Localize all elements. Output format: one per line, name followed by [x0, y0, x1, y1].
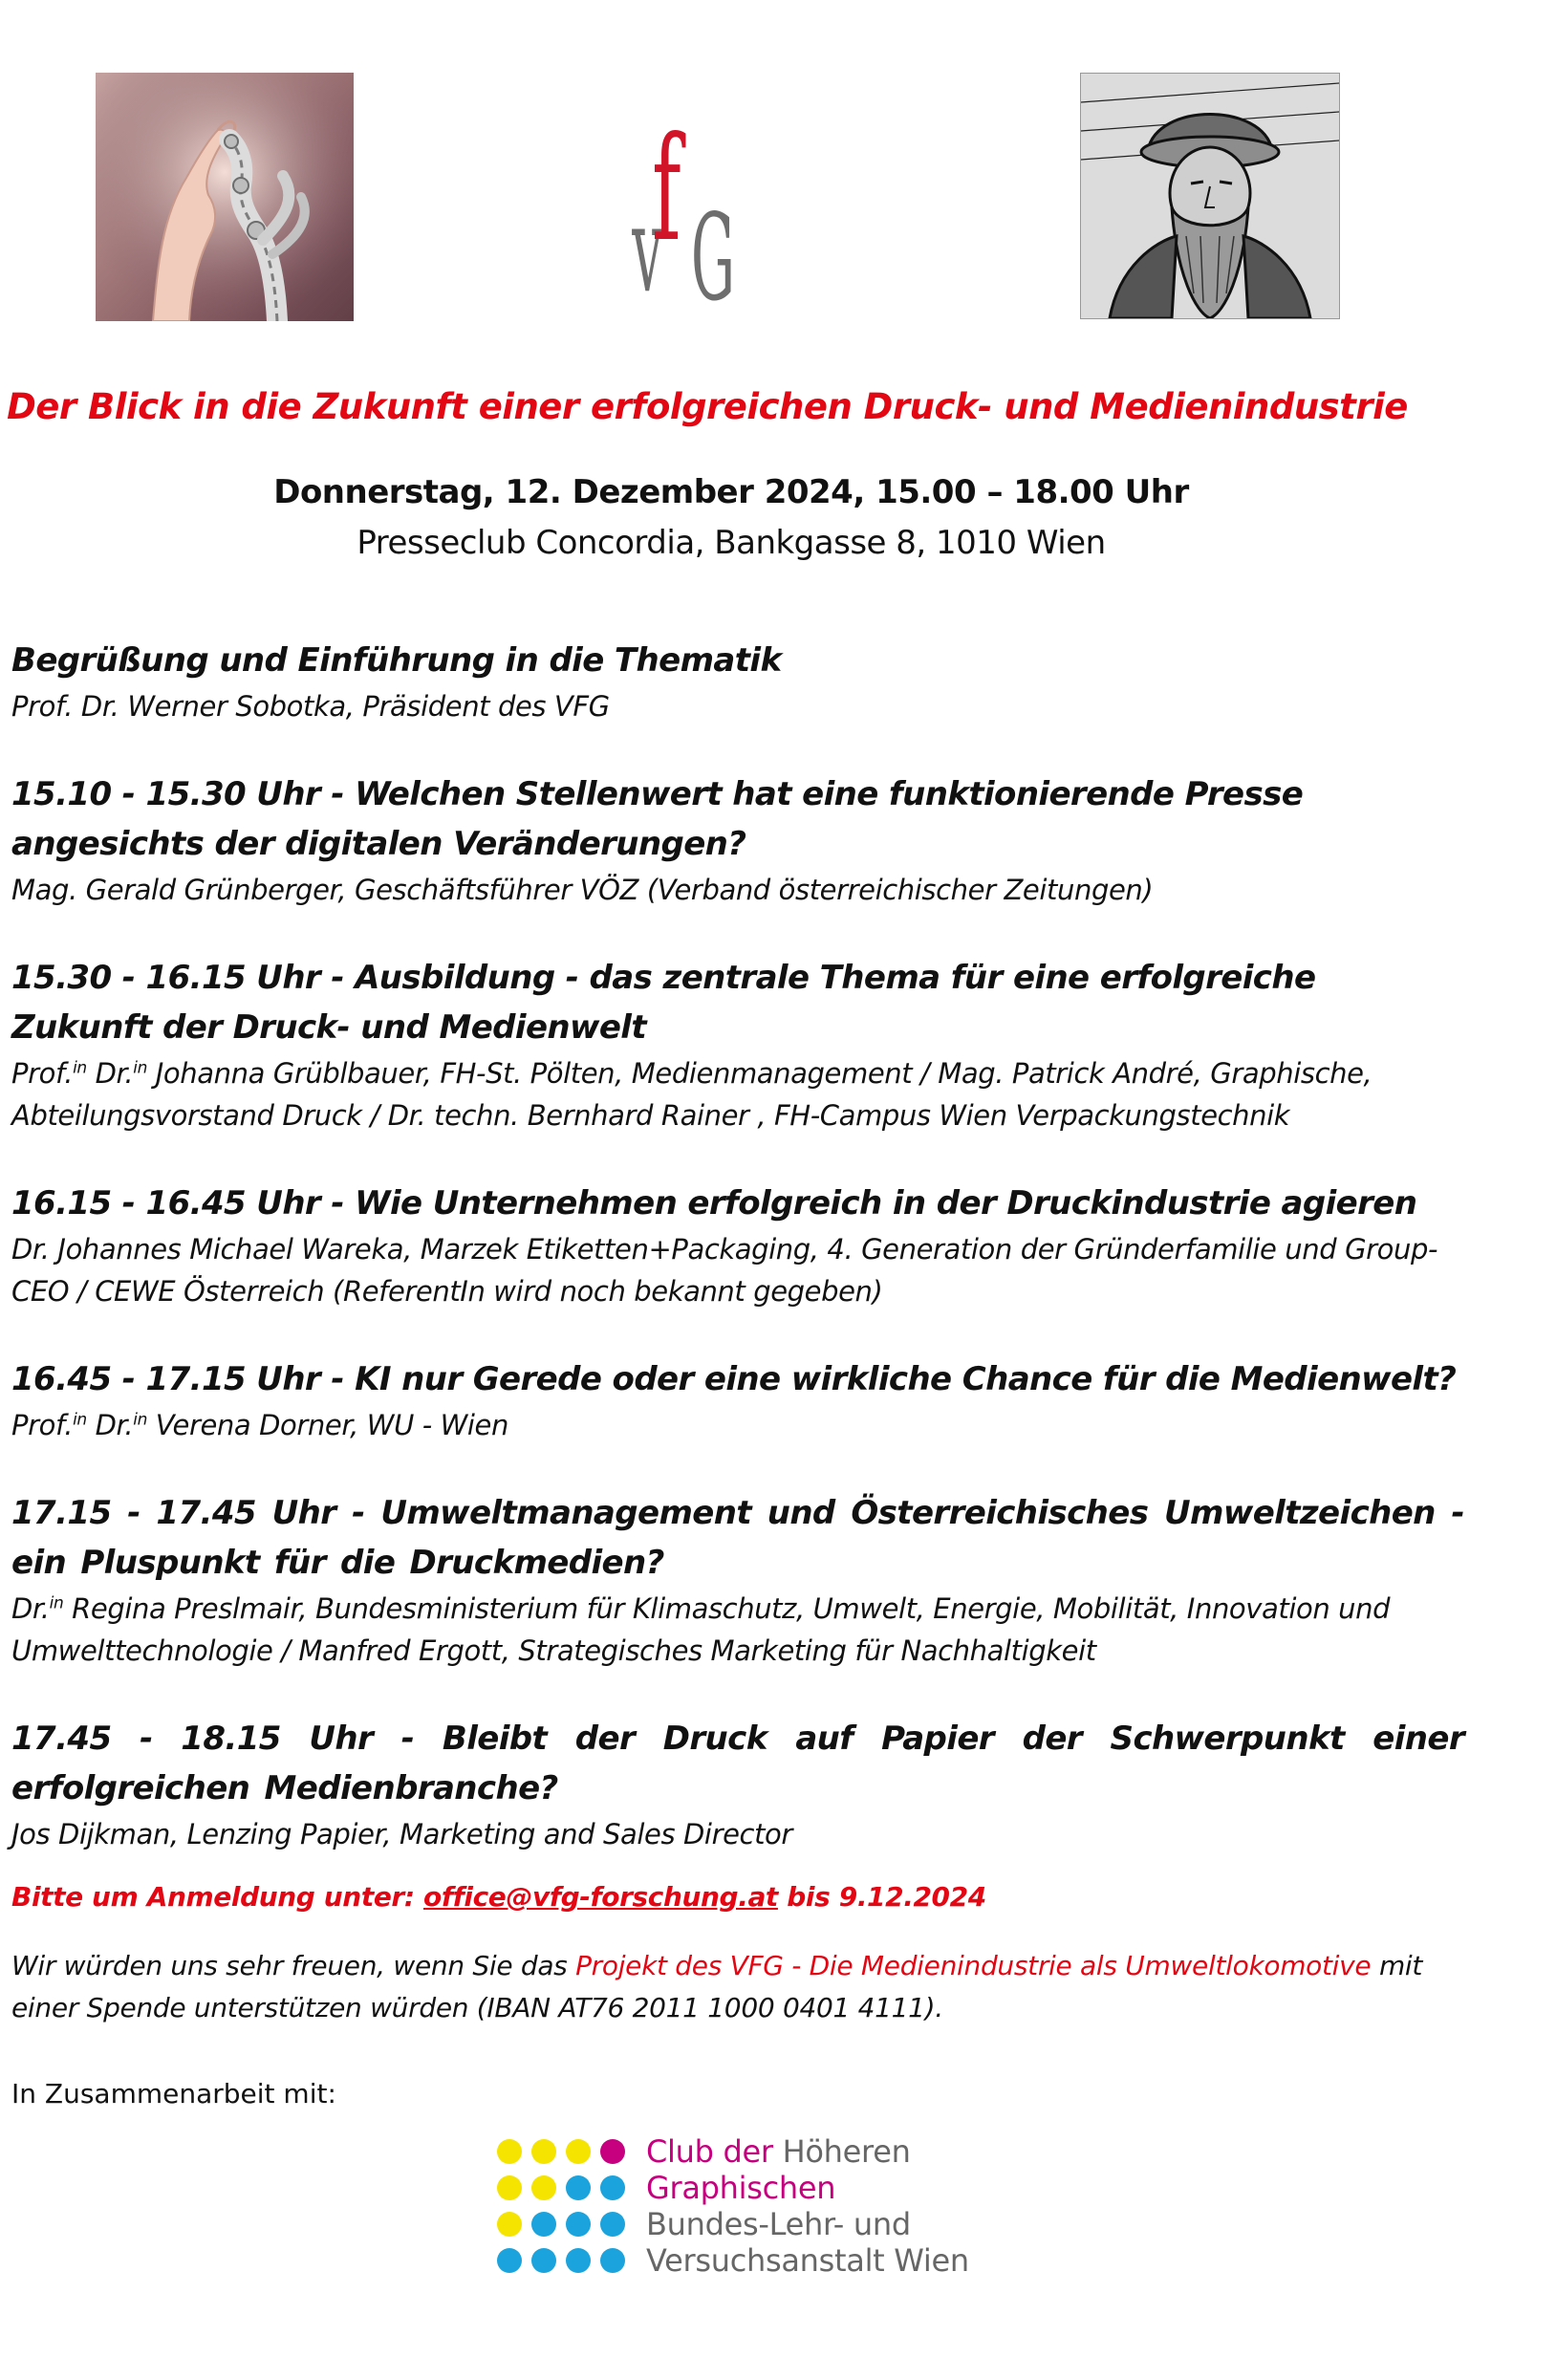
cooperation-label: In Zusammenarbeit mit: [11, 2078, 336, 2110]
logo-dot [531, 2212, 556, 2237]
logo-dot [600, 2248, 625, 2273]
program-item [11, 953, 1464, 1136]
logo-dot [531, 2248, 556, 2273]
project-name: Projekt des VFG - Die Medienindustrie als Umweltlokomotive [575, 1950, 1372, 1981]
program-item-title: 17.15 - 17.45 Uhr - Umweltmanagement und Österreichisches Umweltzeichen - ein Pluspunkt für die Druckmedien? [11, 1494, 1464, 1582]
program-item-title: 17.45 - 18.15 Uhr - Bleibt der Druck auf Papier der Schwerpunkt einer erfolgreichen Medienbranche? [11, 1720, 1464, 1807]
logo-dot [497, 2248, 522, 2273]
registration-line [11, 1881, 986, 1913]
logo-dot [531, 2175, 556, 2200]
logo-dot [566, 2212, 591, 2237]
logo-dot [566, 2248, 591, 2273]
partner-name-line3: Bundes-Lehr- und [646, 2206, 911, 2242]
registration-deadline: bis 9.12.2024 [787, 1881, 986, 1913]
partner-name-line2: Graphischen [646, 2170, 836, 2206]
program-item [11, 1179, 1464, 1312]
partner-name-line1b: Höheren [772, 2133, 911, 2170]
logo-dot [566, 2139, 591, 2164]
program-item [11, 636, 1464, 727]
logo-dot [531, 2139, 556, 2164]
svg-text:v: v [632, 180, 663, 317]
program-item-title: Begrüßung und Einführung in die Thematik [11, 641, 782, 680]
vfg-logo [631, 69, 774, 317]
svg-text:f: f [652, 106, 681, 273]
logo-dot [497, 2139, 522, 2164]
registration-email-link[interactable]: office@vfg-forschung.at [422, 1881, 778, 1913]
registration-prefix: Bitte um Anmeldung unter: [11, 1881, 415, 1913]
program-list [11, 636, 1464, 1897]
donation-note-text: Wir würden uns sehr freuen, wenn Sie das [11, 1950, 576, 1981]
svg-text:G: G [691, 187, 736, 317]
logo-dot [566, 2175, 591, 2200]
logo-dot [600, 2175, 625, 2200]
partner-logo-text [646, 2133, 969, 2279]
event-venue: Presseclub Concordia, Bankgasse 8, 1010 Wien [357, 524, 1106, 562]
partner-name-line1a: Club der [646, 2133, 773, 2170]
title-superscript: in [133, 1058, 147, 1078]
program-item [11, 1714, 1464, 1855]
title-superscript: in [49, 1593, 64, 1613]
title-superscript: in [73, 1410, 87, 1430]
program-item [11, 769, 1464, 911]
program-item-title: 16.45 - 17.15 Uhr - KI nur Gerede oder eine wirkliche Chance für die Medienwelt? [11, 1360, 1457, 1398]
donation-note [11, 1945, 1464, 2029]
program-item-speakers: Prof. Dr. Werner Sobotka, Präsident des VFG [11, 690, 610, 723]
program-item-speakers: Jos Dijkman, Lenzing Papier, Marketing and Sales Director [11, 1818, 792, 1850]
partner-logo [497, 2133, 1013, 2302]
title-superscript: in [73, 1058, 87, 1078]
logo-dot [497, 2175, 522, 2200]
donation-note-text-end: mit einer Spende unterstützen würden (IBAN AT76 2011 1000 0401 4111). [11, 1950, 1423, 2023]
program-item-title: 15.10 - 15.30 Uhr - Welchen Stellenwert hat eine funktionierende Presse angesichts der digitalen Veränderungen? [11, 775, 1304, 863]
logo-dot [600, 2212, 625, 2237]
program-item-speakers: Dr. Johannes Michael Wareka, Marzek Etiketten+Packaging, 4. Generation der Gründerfamilie und Group-CEO / CEWE Österreich (ReferentIn wird noch bekannt gegeben) [11, 1233, 1438, 1308]
program-item-speakers: Prof.$^{in}$ Dr.$^{in}$ Verena Dorner, WU - Wien [11, 1409, 508, 1441]
logo-dot [497, 2212, 522, 2237]
program-item [11, 1354, 1464, 1446]
program-item-speakers: Prof.$^{in}$ Dr.$^{in}$ Johanna Grüblbauer, FH-St. Pölten, Medienmanagement / Mag. Patrick André, Graphische, Abteilungsvorstand Druck / Dr. techn. Bernhard Rainer , FH-Campus Wien Verpackungstechnik [11, 1057, 1372, 1132]
program-item [11, 1488, 1464, 1672]
event-title: Der Blick in die Zukunft einer erfolgreichen Druck- und Medienindustrie [7, 386, 1408, 427]
hand-robot-heart-image [96, 73, 354, 321]
program-item-speakers: Dr.$^{in}$ Regina Preslmair, Bundesministerium für Klimaschutz, Umwelt, Energie, Mobilität, Innovation und Umwelttechnologie / Manfred Ergott, Strategisches Marketing für Nachhaltigkeit [11, 1592, 1391, 1667]
partner-name-line4: Versuchsanstalt Wien [646, 2242, 969, 2279]
program-item-title: 16.15 - 16.45 Uhr - Wie Unternehmen erfolgreich in der Druckindustrie agieren [11, 1184, 1417, 1222]
logo-dot [600, 2139, 625, 2164]
program-item-title: 15.30 - 16.15 Uhr - Ausbildung - das zentrale Thema für eine erfolgreiche Zukunft der Druck- und Medienwelt [11, 959, 1316, 1047]
program-item-speakers: Mag. Gerald Grünberger, Geschäftsführer VÖZ (Verband österreichischer Zeitungen) [11, 874, 1154, 906]
title-superscript: in [133, 1410, 147, 1430]
gutenberg-portrait-image [1080, 73, 1340, 319]
event-date: Donnerstag, 12. Dezember 2024, 15.00 – 18.00 Uhr [273, 473, 1189, 511]
